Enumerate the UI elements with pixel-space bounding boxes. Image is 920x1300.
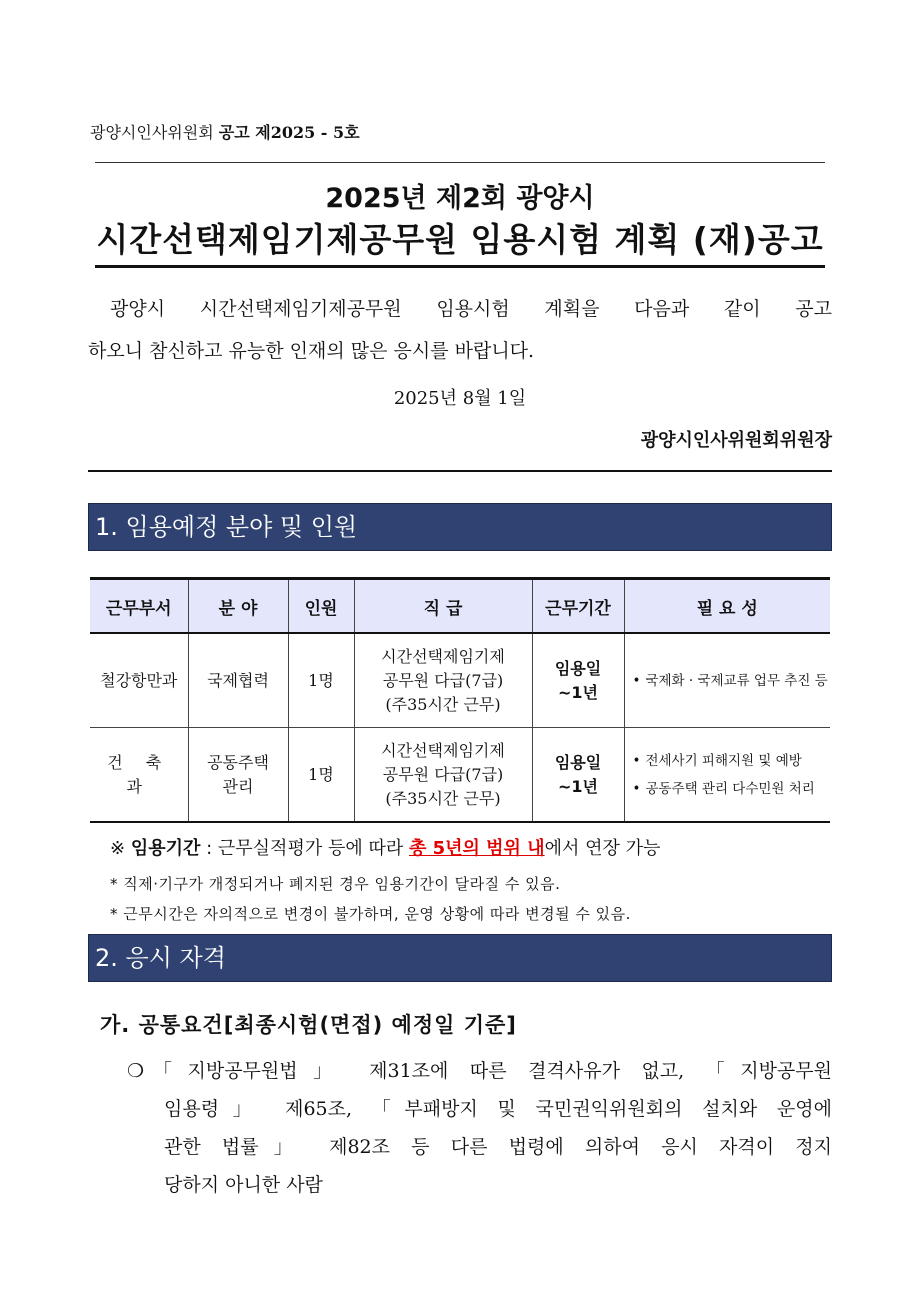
note-text: : 근무실적평가 등에 따라	[200, 838, 409, 859]
needs-item: • 전세사기 피해지원 및 예방	[633, 747, 831, 775]
note-label: 임용기간	[130, 838, 201, 859]
requirement-line: 당하지 아니한 사람	[164, 1174, 323, 1196]
section-heading-positions: 1. 임용예정 분야 및 인원	[88, 503, 832, 551]
grade-line: (주35시간 근무)	[385, 694, 501, 714]
document-title-line2: 시간선택제임기제공무원 임용시험 계획 (재)공고	[96, 220, 824, 259]
field-line: 공동주택	[207, 752, 269, 772]
subsection-heading: 가. 공통요건[최종시험(면접) 예정일 기준]	[100, 1013, 517, 1037]
column-header-grade: 직 급	[354, 579, 532, 634]
intro-paragraph	[88, 288, 832, 372]
cell-period	[532, 728, 624, 823]
intro-line1: 광양시 시간선택제임기제공무원 임용시험 계획을 다음과 같이 공고	[110, 298, 832, 320]
title-underline	[95, 265, 825, 268]
needs-item: • 국제화 · 국제교류 업무 추진 등	[633, 667, 831, 695]
signer: 광양시인사위원회위원장	[640, 430, 832, 451]
cell-field	[188, 728, 288, 823]
footnote: * 직제·기구가 개정되거나 폐지된 경우 임용기간이 달라질 수 있음.	[110, 875, 561, 893]
notice-number-line	[90, 120, 360, 143]
note-suffix: 에서 연장 가능	[544, 838, 661, 859]
requirement-item	[127, 1052, 832, 1204]
period-line: 임용일	[554, 752, 602, 772]
column-header-period: 근무기간	[532, 579, 624, 634]
notice-date: 2025년 8월 1일	[393, 388, 527, 409]
note-highlight: 총 5년의 범위 내	[408, 838, 545, 859]
cell-period	[532, 633, 624, 728]
table-row	[90, 633, 830, 728]
note-mark: ※	[110, 838, 126, 859]
requirement-text	[153, 1052, 832, 1204]
column-header-needs: 필 요 성	[624, 579, 830, 634]
needs-item: • 공동주택 관리 다수민원 처리	[633, 775, 831, 803]
field-line: 관리	[222, 776, 254, 796]
appointment-period-note	[110, 834, 660, 860]
cell-count: 1명	[288, 728, 354, 823]
cell-needs	[624, 633, 830, 728]
positions-table	[90, 577, 830, 823]
grade-line: (주35시간 근무)	[385, 788, 501, 808]
cell-grade	[354, 633, 532, 728]
table-row	[90, 728, 830, 823]
cell-field: 국제협력	[188, 633, 288, 728]
header-divider	[95, 162, 825, 163]
cell-needs	[624, 728, 830, 823]
period-line: 임용일	[554, 658, 602, 678]
table-header-row	[90, 579, 830, 634]
grade-line: 시간선택제임기제	[381, 646, 505, 666]
requirement-line: 관한 법률」 제82조 등 다른 법령에 의하여 응시 자격이 정지	[164, 1136, 832, 1158]
issuing-organization: 광양시인사위원회	[90, 123, 214, 142]
intro-line2: 하오니 참신하고 유능한 인재의 많은 응시를 바랍니다.	[88, 340, 535, 362]
requirement-line: 「지방공무원법」 제31조에 따른 결격사유가 없고, 「지방공무원	[153, 1060, 832, 1082]
column-header-field: 분 야	[188, 579, 288, 634]
signer-divider	[88, 470, 832, 472]
requirement-line: 임용령」 제65조, 「부패방지 및 국민권익위원회의 설치와 운영에	[164, 1098, 832, 1120]
column-header-count: 인원	[288, 579, 354, 634]
grade-line: 공무원 다급(7급)	[382, 764, 504, 784]
grade-line: 시간선택제임기제	[381, 740, 505, 760]
period-line: ~1년	[558, 776, 598, 796]
notice-number: 공고 제2025 - 5호	[218, 123, 360, 142]
cell-dept: 철강항만과	[90, 633, 188, 728]
document-title-line1: 2025년 제2회 광양시	[325, 183, 595, 214]
cell-grade	[354, 728, 532, 823]
column-header-dept: 근무부서	[90, 579, 188, 634]
footnote: * 근무시간은 자의적으로 변경이 불가하며, 운영 상황에 따라 변경될 수 있음.	[110, 905, 631, 923]
cell-count: 1명	[288, 633, 354, 728]
period-line: ~1년	[558, 682, 598, 702]
section-heading-qualifications: 2. 응시 자격	[88, 934, 832, 982]
circle-bullet-icon: ❍	[127, 1060, 145, 1082]
cell-dept: 건 축 과	[90, 728, 188, 823]
grade-line: 공무원 다급(7급)	[382, 670, 504, 690]
